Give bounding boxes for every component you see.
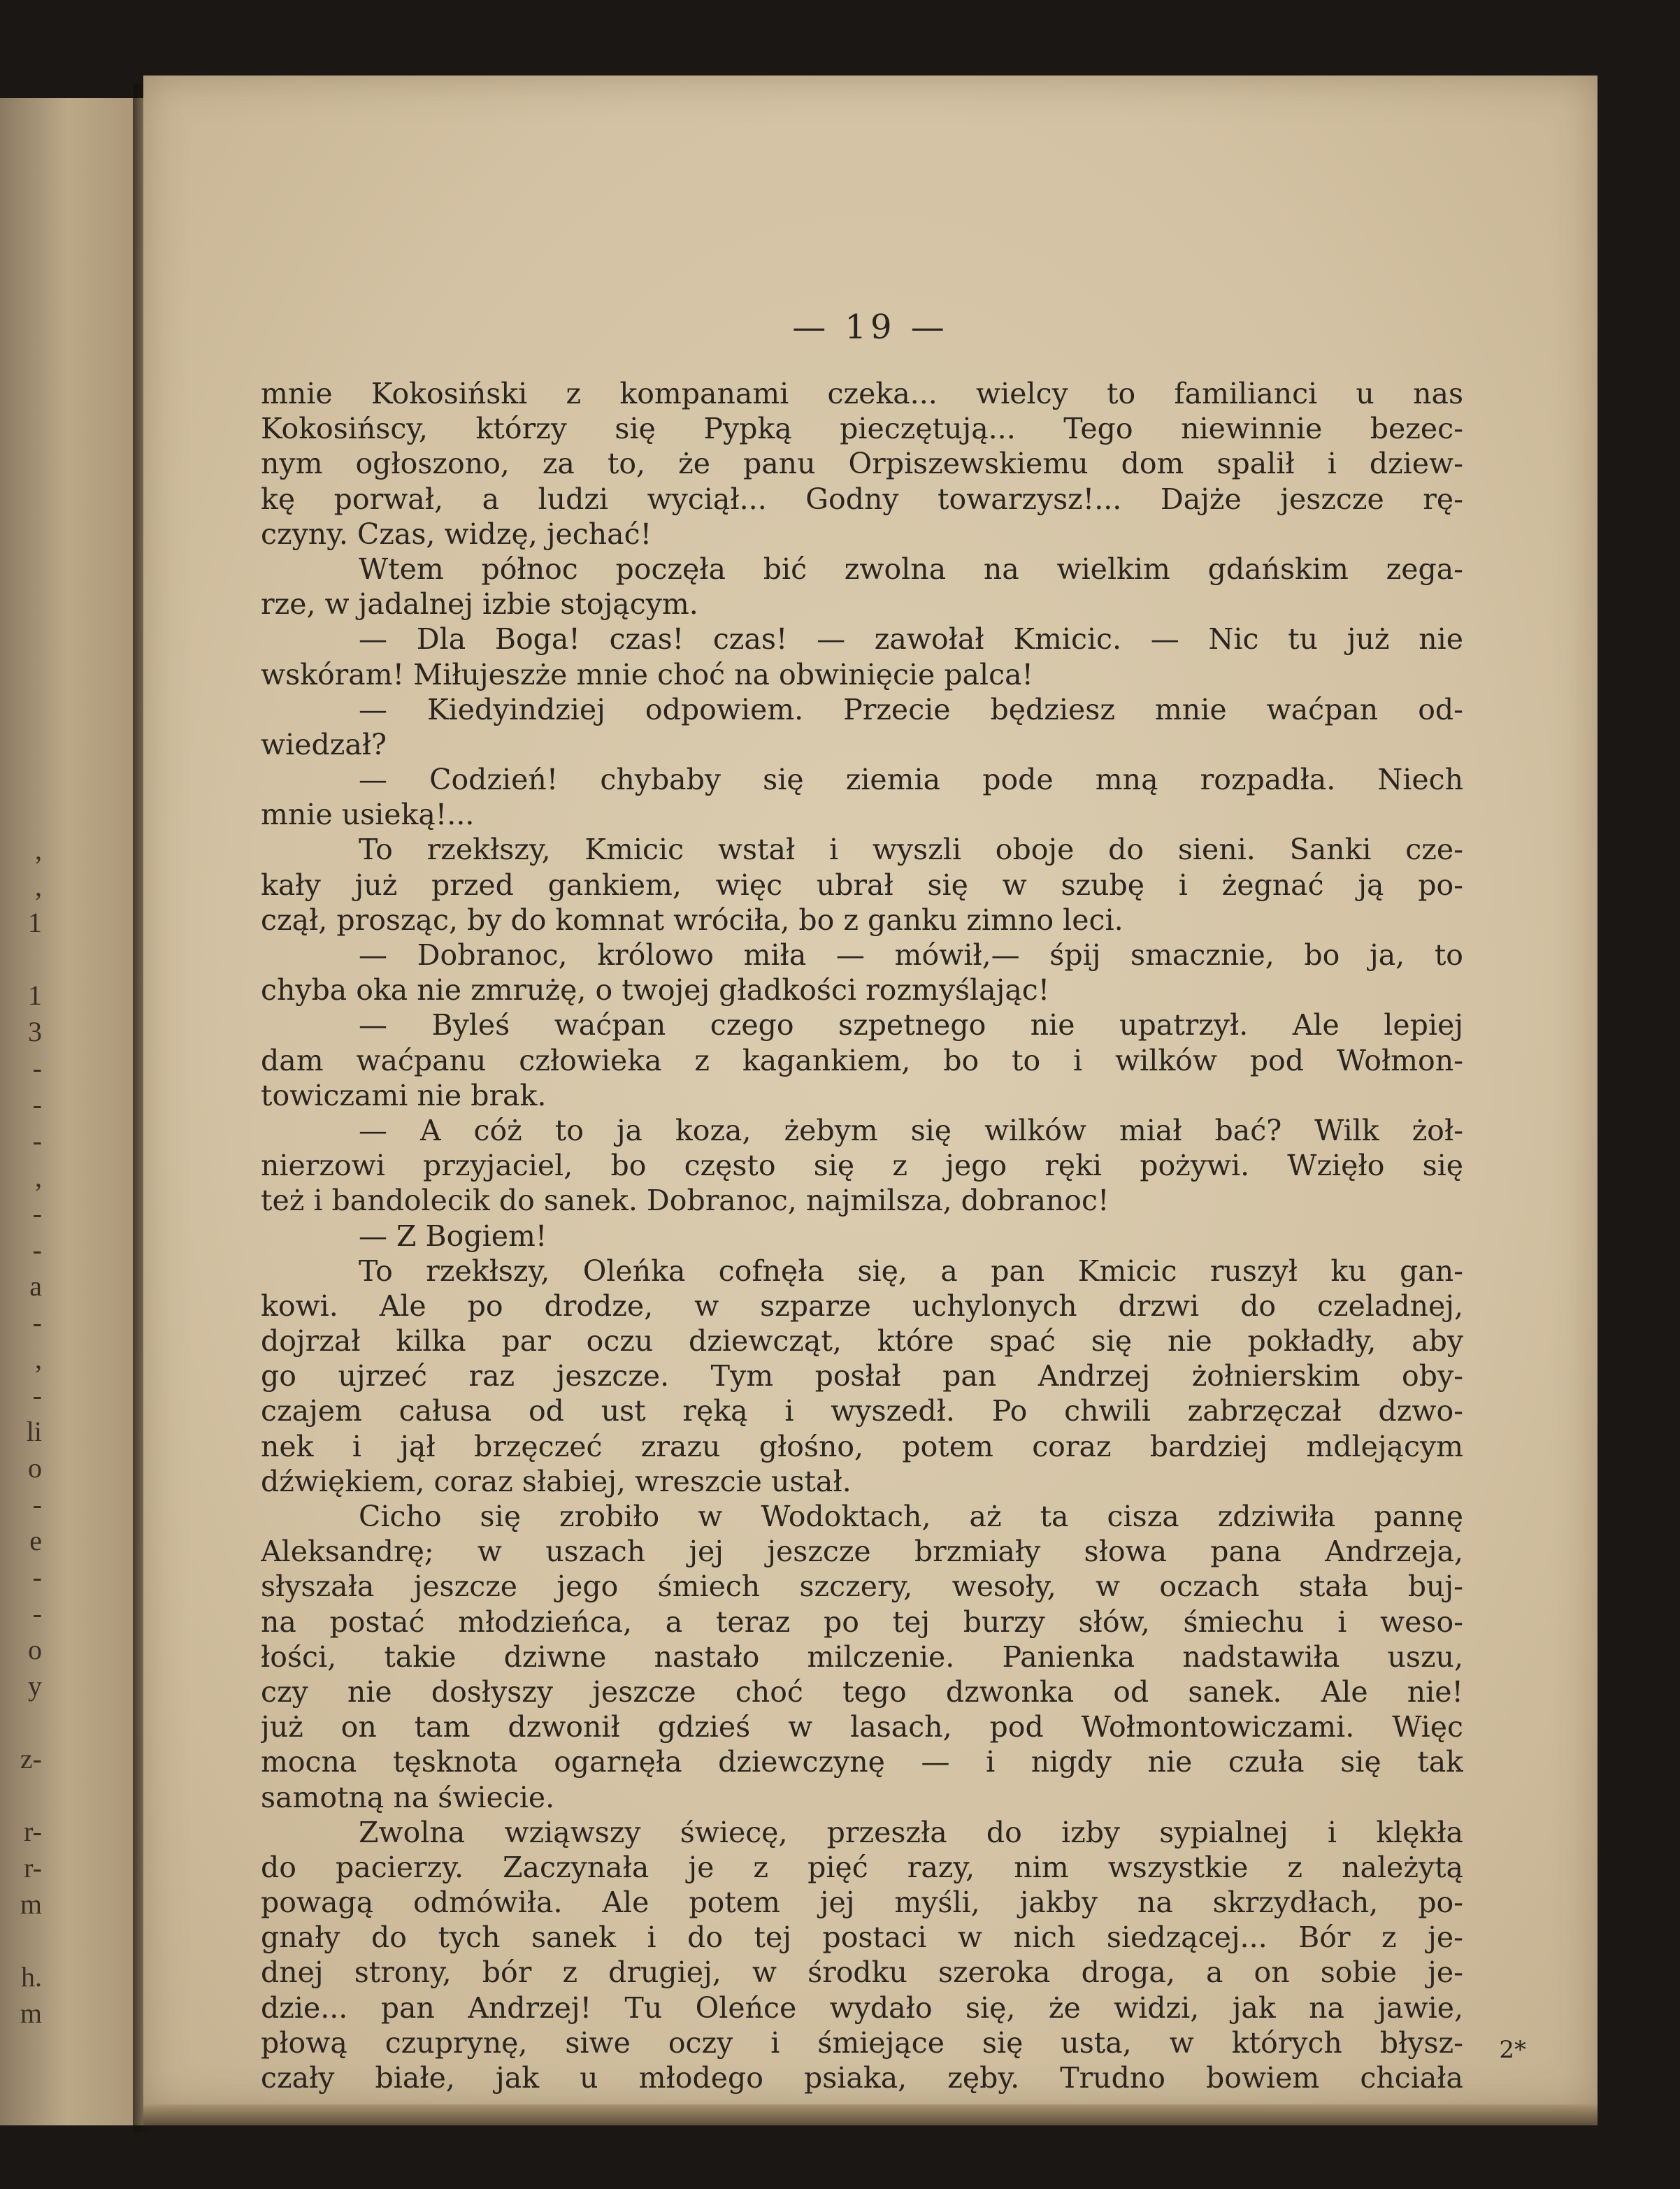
text-line: dojrzał kilka par oczu dziewcząt, które spać się nie pokładły, aby <box>261 1324 1463 1358</box>
left-page-char: , <box>35 834 42 866</box>
text-line: słyszała jeszcze jego śmiech szczery, wesoły, w oczach stała buj- <box>261 1570 1463 1604</box>
text-line: czy nie dosłyszy jeszcze choć tego dzwonka od sanek. Ale nie! <box>261 1674 1463 1709</box>
text-line: czajem całusa od ust ręką i wyszedł. Po chwili zabrzęczał dzwo- <box>261 1394 1463 1428</box>
text-line: powagą odmówiła. Ale potem jej myśli, jakby na skrzydłach, po- <box>261 1886 1463 1920</box>
text-line: Cicho się zrobiło w Wodoktach, aż ta cisza zdziwiła pannę <box>359 1500 1463 1533</box>
text-line: płową czuprynę, siwe oczy i śmiejące się usta, w których błysz- <box>261 2025 1463 2060</box>
left-page-char: y <box>28 1670 42 1702</box>
left-page-char: - <box>32 1561 42 1593</box>
left-page-char: o <box>28 1634 42 1665</box>
left-page-char: , <box>35 1161 42 1193</box>
text-line: — Dla Boga! czas! czas! — zawołał Kmicic. — Nic tu już nie <box>359 622 1463 656</box>
text-line: — Byleś waćpan czego szpetnego nie upatrzył. Ale lepiej <box>359 1008 1463 1042</box>
left-page-char: - <box>32 1198 42 1229</box>
text-line: gnały do tych sanek i do tej postaci w nich siedzącej... Bór z je- <box>261 1921 1463 1955</box>
text-line: — Kiedyindziej odpowiem. Przecie będziesz mnie waćpan od- <box>359 692 1463 726</box>
text-line: — Dobranoc, królowo miła — mówił,— śpij smacznie, bo ja, to <box>359 938 1463 972</box>
left-page-char: - <box>32 1307 42 1338</box>
text-line: mocna tęsknota ogarnęła dziewczynę — i nigdy nie czuła się tak <box>261 1745 1463 1779</box>
left-page-char: e <box>29 1525 42 1556</box>
page-text <box>261 376 1463 2095</box>
text-line: samotną na świecie. <box>261 1780 555 1814</box>
text-line: rze, w jadalnej izbie stojącym. <box>261 587 698 622</box>
text-line: nym ogłoszono, za to, że panu Orpiszewskiemu dom spalił i dziew- <box>261 447 1463 481</box>
text-line: kały już przed gankiem, więc ubrał się w szubę i żegnać ją po- <box>261 868 1463 902</box>
left-page-char: - <box>32 1125 42 1156</box>
text-line: czały białe, jak u młodego psiaka, zęby. Trudno bowiem chciała <box>261 2061 1463 2095</box>
text-line: wskóram! Miłujeszże mnie choć na obwinięcie palca! <box>261 657 1033 691</box>
left-page-char: 3 <box>28 1016 42 1047</box>
text-line: na postać młodzieńca, a teraz po tej burzy słów, śmiechu i weso- <box>261 1605 1463 1639</box>
left-page-char: , <box>35 1343 42 1375</box>
left-page-edge <box>0 98 150 2125</box>
left-page-fragments <box>0 832 42 2032</box>
text-line: łości, takie dziwne nastało milczenie. Panienka nadstawiła uszu, <box>261 1639 1463 1674</box>
left-page-char: - <box>32 1089 42 1120</box>
left-page-char: r- <box>24 1816 42 1847</box>
left-page-char <box>0 941 42 977</box>
left-page-char: - <box>32 1234 42 1265</box>
text-line: Aleksandrę; w uszach jej jeszcze brzmiały słowa pana Andrzeja, <box>261 1535 1463 1569</box>
left-page-char: li <box>26 1416 42 1447</box>
left-page-char <box>0 1704 42 1741</box>
page-bottom-edge <box>143 2104 1598 2125</box>
left-page-char: - <box>32 1379 42 1411</box>
page-number: — 19 — <box>792 308 949 347</box>
text-line: nierzowi przyjaciel, bo często się z jego ręki pożywi. Wzięło się <box>261 1149 1463 1183</box>
text-line: Zwolna wziąwszy świecę, przeszła do izby sypialnej i klękła <box>359 1815 1463 1849</box>
left-page-char: - <box>32 1598 42 1629</box>
text-line: dźwiękiem, coraz słabiej, wreszcie ustał. <box>261 1464 852 1498</box>
text-line: To rzekłszy, Kmicic wstał i wyszli oboje do sieni. Sanki cze- <box>359 833 1463 867</box>
text-line: chyba oka nie zmrużę, o twojej gładkości rozmyślając! <box>261 973 1050 1007</box>
left-page-char: m <box>20 1888 42 1920</box>
text-line: Kokosińscy, którzy się Pypką pieczętują... Tego niewinnie bezec- <box>261 412 1463 446</box>
text-line: towiczami nie brak. <box>261 1078 547 1112</box>
text-line: Wtem północ poczęła bić zwolna na wielkim gdańskim zega- <box>359 552 1463 586</box>
text-line: dnej strony, bór z drugiej, w środku szeroka droga, a on sobie je- <box>261 1955 1463 1990</box>
text-line: kę porwał, a ludzi wyciął... Godny towarzysz!... Dajże jeszcze rę- <box>261 482 1463 516</box>
left-page-char: - <box>32 1052 42 1084</box>
text-line: To rzekłszy, Oleńka cofnęła się, a pan Kmicic ruszył ku gan- <box>359 1254 1463 1288</box>
text-line: — Codzień! chybaby się ziemia pode mną rozpadła. Niech <box>359 763 1463 797</box>
text-line: — A cóż to ja koza, żebym się wilków miał bać? Wilk żoł- <box>359 1113 1463 1147</box>
text-line: go ujrzeć raz jeszcze. Tym posłał pan Andrzej żołnierskim oby- <box>261 1359 1463 1393</box>
text-line: kowi. Ale po drodze, w szparze uchylonych drzwi do czeladnej, <box>261 1289 1463 1323</box>
left-page-char <box>0 1777 42 1814</box>
text-line: czyny. Czas, widzę, jechać! <box>261 517 652 551</box>
text-line: dzie... pan Andrzej! Tu Oleńce wydało się, że widzi, jak na jawie, <box>261 1990 1463 2025</box>
book-page <box>143 76 1598 2110</box>
text-line: też i bandolecik do sanek. Dobranoc, najmilsza, dobranoc! <box>261 1184 1110 1218</box>
text-line: mnie usieką!... <box>261 798 475 832</box>
left-page-char: r- <box>24 1852 42 1883</box>
left-page-char: , <box>35 870 42 902</box>
printer-signature: 2* <box>1499 2036 1526 2064</box>
left-page-char: z- <box>20 1743 42 1774</box>
left-page-char: h. <box>21 1961 42 1993</box>
text-line: czął, prosząc, by do komnat wróciła, bo z ganku zimno leci. <box>261 903 1123 937</box>
left-page-char: m <box>20 1997 42 2029</box>
text-line: — Z Bogiem! <box>359 1219 547 1253</box>
left-page-char <box>0 1923 42 1959</box>
left-page-char: - <box>32 1488 42 1520</box>
text-line: do pacierzy. Zaczynała je z pięć razy, nim wszystkie z należytą <box>261 1850 1463 1884</box>
text-line: nek i jął brzęczeć zrazu głośno, potem coraz bardziej mdlejącym <box>261 1429 1463 1463</box>
text-line: już on tam dzwonił gdzieś w lasach, pod Wołmontowiczami. Więc <box>261 1710 1463 1744</box>
text-line: dam waćpanu człowieka z kagankiem, bo to i wilków pod Wołmon- <box>261 1043 1463 1077</box>
left-page-char: 1 <box>28 979 42 1011</box>
text-line: mnie Kokosiński z kompanami czeka... wielcy to familianci u nas <box>261 377 1463 410</box>
left-page-char: o <box>28 1452 42 1484</box>
left-page-char: a <box>29 1270 42 1302</box>
left-page-char: 1 <box>28 907 42 938</box>
text-line: wiedzał? <box>261 727 387 761</box>
